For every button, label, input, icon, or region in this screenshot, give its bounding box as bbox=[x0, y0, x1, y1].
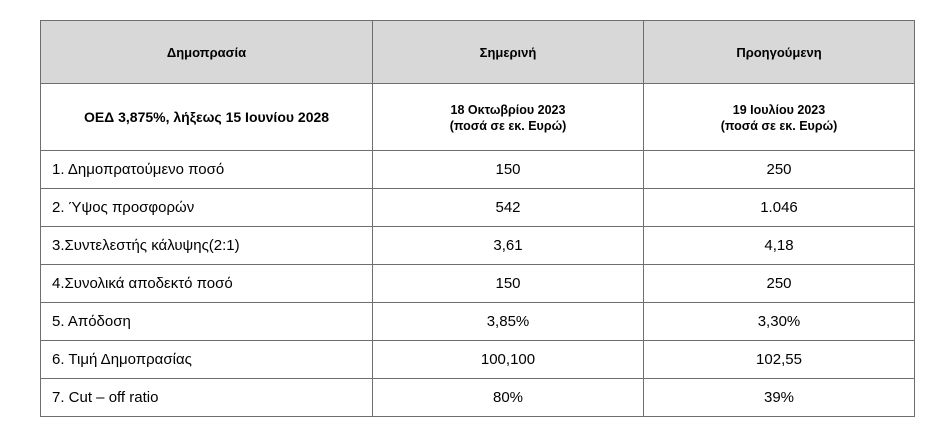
row-label: 2. Ύψος προσφορών bbox=[41, 189, 373, 227]
table-row bbox=[41, 227, 915, 265]
row-label: 4.Συνολικά αποδεκτό ποσό bbox=[41, 265, 373, 303]
header-row bbox=[41, 21, 915, 84]
previous-value: 250 bbox=[644, 151, 915, 189]
header-auction: Δημοπρασία bbox=[41, 21, 373, 84]
bond-row bbox=[41, 84, 915, 151]
previous-value: 250 bbox=[644, 265, 915, 303]
previous-value: 4,18 bbox=[644, 227, 915, 265]
current-value: 3,61 bbox=[373, 227, 644, 265]
row-label: 1. Δημοπρατούμενο ποσό bbox=[41, 151, 373, 189]
table-row bbox=[41, 341, 915, 379]
current-auction-unit: (ποσά σε εκ. Ευρώ) bbox=[449, 119, 567, 133]
previous-auction-unit: (ποσά σε εκ. Ευρώ) bbox=[720, 119, 838, 133]
row-label: 6. Τιμή Δημοπρασίας bbox=[41, 341, 373, 379]
row-label: 3.Συντελεστής κάλυψης(2:1) bbox=[41, 227, 373, 265]
previous-value: 1.046 bbox=[644, 189, 915, 227]
table-row bbox=[41, 379, 915, 417]
previous-value: 3,30% bbox=[644, 303, 915, 341]
table-row bbox=[41, 189, 915, 227]
current-auction-date-cell bbox=[373, 84, 644, 151]
header-previous: Προηγούμενη bbox=[644, 21, 915, 84]
current-value: 150 bbox=[373, 151, 644, 189]
auction-results-table bbox=[40, 20, 915, 417]
current-auction-date: 18 Οκτωβρίου 2023 bbox=[450, 103, 566, 117]
current-value: 3,85% bbox=[373, 303, 644, 341]
previous-auction-date: 19 Ιουλίου 2023 bbox=[732, 103, 826, 117]
previous-auction-date-cell bbox=[644, 84, 915, 151]
current-value: 100,100 bbox=[373, 341, 644, 379]
current-value: 80% bbox=[373, 379, 644, 417]
row-label: 7. Cut – off ratio bbox=[41, 379, 373, 417]
bond-name: ΟΕΔ 3,875%, λήξεως 15 Ιουνίου 2028 bbox=[41, 84, 373, 151]
previous-value: 102,55 bbox=[644, 341, 915, 379]
row-label: 5. Απόδοση bbox=[41, 303, 373, 341]
table-row bbox=[41, 303, 915, 341]
header-current: Σημερινή bbox=[373, 21, 644, 84]
table-row bbox=[41, 265, 915, 303]
table-row bbox=[41, 151, 915, 189]
current-value: 150 bbox=[373, 265, 644, 303]
previous-value: 39% bbox=[644, 379, 915, 417]
current-value: 542 bbox=[373, 189, 644, 227]
